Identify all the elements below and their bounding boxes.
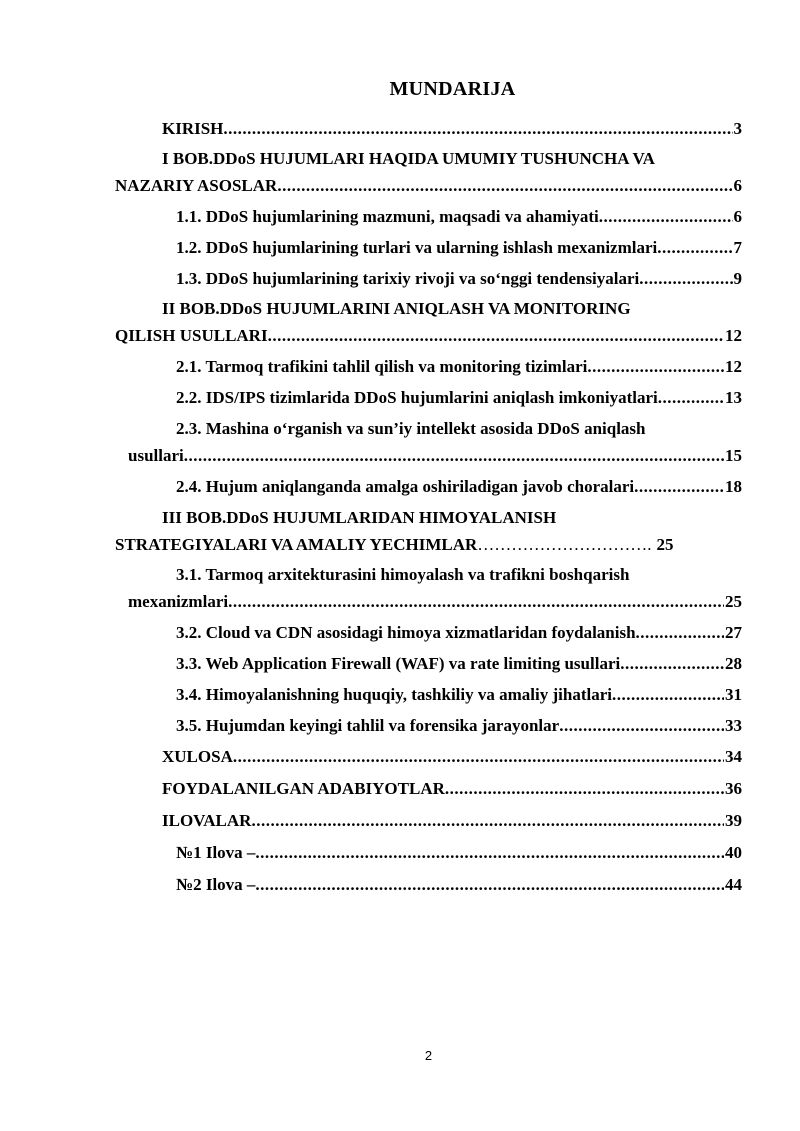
toc-entry-text: 3.5. Hujumdan keyingi tahlil va forensika jarayonlar xyxy=(176,716,560,735)
toc-page-number: 27 xyxy=(725,623,742,642)
dot-leader: …………………………. xyxy=(477,535,652,554)
toc-entry-text: №2 Ilova – xyxy=(176,875,256,894)
toc-entry-3-4[interactable] xyxy=(176,684,742,706)
toc-entry-3-2[interactable] xyxy=(176,622,742,644)
dot-leader xyxy=(639,268,732,290)
dot-leader xyxy=(228,591,724,613)
toc-entry-text-line1: I BOB.DDoS HUJUMLARI HAQIDA UMUMIY TUSHUNCHA VA xyxy=(162,149,655,168)
dot-leader xyxy=(233,746,724,768)
toc-entry-ilova-1[interactable] xyxy=(176,842,742,864)
toc-entry-adabiyotlar[interactable] xyxy=(162,778,742,800)
toc-entry-text-line2: NAZARIY ASOSLAR xyxy=(115,176,278,195)
toc-page-number: 9 xyxy=(733,269,742,288)
toc-entry-text: №1 Ilova – xyxy=(176,843,256,862)
toc-page-number: 33 xyxy=(725,716,742,735)
dot-leader xyxy=(255,842,724,864)
toc-page-number: 34 xyxy=(725,747,742,766)
toc-page-number: 3 xyxy=(733,119,742,138)
dot-leader xyxy=(445,778,724,800)
toc-page-number: 12 xyxy=(725,357,742,376)
toc-entry-3-5[interactable] xyxy=(176,715,742,737)
toc-page-number: 28 xyxy=(725,654,742,673)
toc-entry-3-3[interactable] xyxy=(176,653,742,675)
dot-leader xyxy=(599,206,733,228)
toc-entry-text: 3.3. Web Application Firewall (WAF) va rate limiting usullari xyxy=(176,654,621,673)
toc-page-number: 7 xyxy=(733,238,742,257)
toc-entry-3-1[interactable] xyxy=(128,564,742,613)
toc-page-number: 31 xyxy=(725,685,742,704)
toc-page-number: 15 xyxy=(725,446,742,465)
toc-entry-text-line2: mexanizmlari xyxy=(128,592,229,611)
toc-page-number: 39 xyxy=(725,811,742,830)
dot-leader xyxy=(559,715,724,737)
dot-leader xyxy=(620,653,724,675)
toc-entry-text: 3.4. Himoyalanishning huquqiy, tashkiliy va amaliy jihatlari xyxy=(176,685,612,704)
dot-leader xyxy=(277,175,732,197)
dot-leader xyxy=(636,622,724,644)
toc-entry-2-3[interactable] xyxy=(128,418,742,467)
toc-entry-text-line1: 3.1. Tarmoq arxitekturasini himoyalash va trafikni boshqarish xyxy=(176,565,630,584)
toc-entry-text: 1.1. DDoS hujumlarining mazmuni, maqsadi va ahamiyati xyxy=(176,207,599,226)
toc-page-number: 40 xyxy=(725,843,742,862)
page-number: 2 xyxy=(424,1048,433,1063)
dot-leader xyxy=(612,684,724,706)
dot-leader xyxy=(634,476,724,498)
toc-entry-text: 2.4. Hujum aniqlanganda amalga oshiriladigan javob choralari xyxy=(176,477,635,496)
dot-leader xyxy=(587,356,724,378)
toc-entry-text: 1.2. DDoS hujumlarining turlari va ularning ishlash mexanizmlari xyxy=(176,238,658,257)
toc-entry-text: FOYDALANILGAN ADABIYOTLAR xyxy=(162,779,445,798)
dot-leader xyxy=(658,387,724,409)
toc-entry-text: 2.2. IDS/IPS tizimlarida DDoS hujumlarini aniqlash imkoniyatlari xyxy=(176,388,658,407)
toc-page-number: 18 xyxy=(725,477,742,496)
dot-leader xyxy=(255,874,724,896)
toc-entry-1-2[interactable] xyxy=(176,237,742,259)
toc-entry-text-line2: usullari xyxy=(128,446,184,465)
toc-entry-1-3[interactable] xyxy=(176,268,742,290)
toc-entry-ilova-2[interactable] xyxy=(176,874,742,896)
toc-page-number: 36 xyxy=(725,779,742,798)
toc-page-number: 13 xyxy=(725,388,742,407)
toc-entry-text-line2: QILISH USULLARI xyxy=(115,326,268,345)
toc-entry-ilovalar[interactable] xyxy=(162,810,742,832)
toc-entry-kirish[interactable] xyxy=(162,118,742,140)
toc-entry-text-line1: II BOB.DDoS HUJUMLARINI ANIQLASH VA MONITORING xyxy=(162,299,631,318)
toc-page-number: 25 xyxy=(725,592,742,611)
dot-leader xyxy=(223,118,732,140)
toc-entry-2-1[interactable] xyxy=(176,356,742,378)
toc-page-number: 6 xyxy=(733,207,742,226)
page-title: MUNDARIJA xyxy=(389,78,516,100)
toc-page-number: 25 xyxy=(656,535,674,554)
toc-entry-text: 1.3. DDoS hujumlarining tarixiy rivoji va so‘nggi tendensiyalari xyxy=(176,269,640,288)
toc-entry-text: 3.2. Cloud va CDN asosidagi himoya xizmatlaridan foydalanish xyxy=(176,623,636,642)
toc-entry-text: 2.1. Tarmoq trafikini tahlil qilish va monitoring tizimlari xyxy=(176,357,588,376)
dot-leader xyxy=(184,445,724,467)
toc-entry-chapter-2[interactable] xyxy=(115,298,742,347)
dot-leader xyxy=(657,237,732,259)
toc-entry-text: KIRISH xyxy=(162,119,224,138)
toc-page-number: 6 xyxy=(733,176,742,195)
toc-entry-chapter-3[interactable] xyxy=(115,507,742,556)
toc-entry-2-2[interactable] xyxy=(176,387,742,409)
toc-page-number: 12 xyxy=(725,326,742,345)
toc-entry-text: XULOSA xyxy=(162,747,233,766)
toc-entry-2-4[interactable] xyxy=(176,476,742,498)
toc-entry-text: ILOVALAR xyxy=(162,811,252,830)
toc-entry-text-line2: STRATEGIYALARI VA AMALIY YECHIMLAR xyxy=(115,535,478,554)
toc-entry-text-line1: III BOB.DDoS HUJUMLARIDAN HIMOYALANISH xyxy=(162,508,557,527)
toc-entry-text-line1: 2.3. Mashina o‘rganish va sun’iy intellekt asosida DDoS aniqlash xyxy=(176,419,646,438)
toc-entry-chapter-1[interactable] xyxy=(115,148,742,197)
toc-entry-1-1[interactable] xyxy=(176,206,742,228)
toc-page-number: 44 xyxy=(725,875,742,894)
toc-entry-xulosa[interactable] xyxy=(162,746,742,768)
dot-leader xyxy=(268,325,724,347)
dot-leader xyxy=(251,810,724,832)
